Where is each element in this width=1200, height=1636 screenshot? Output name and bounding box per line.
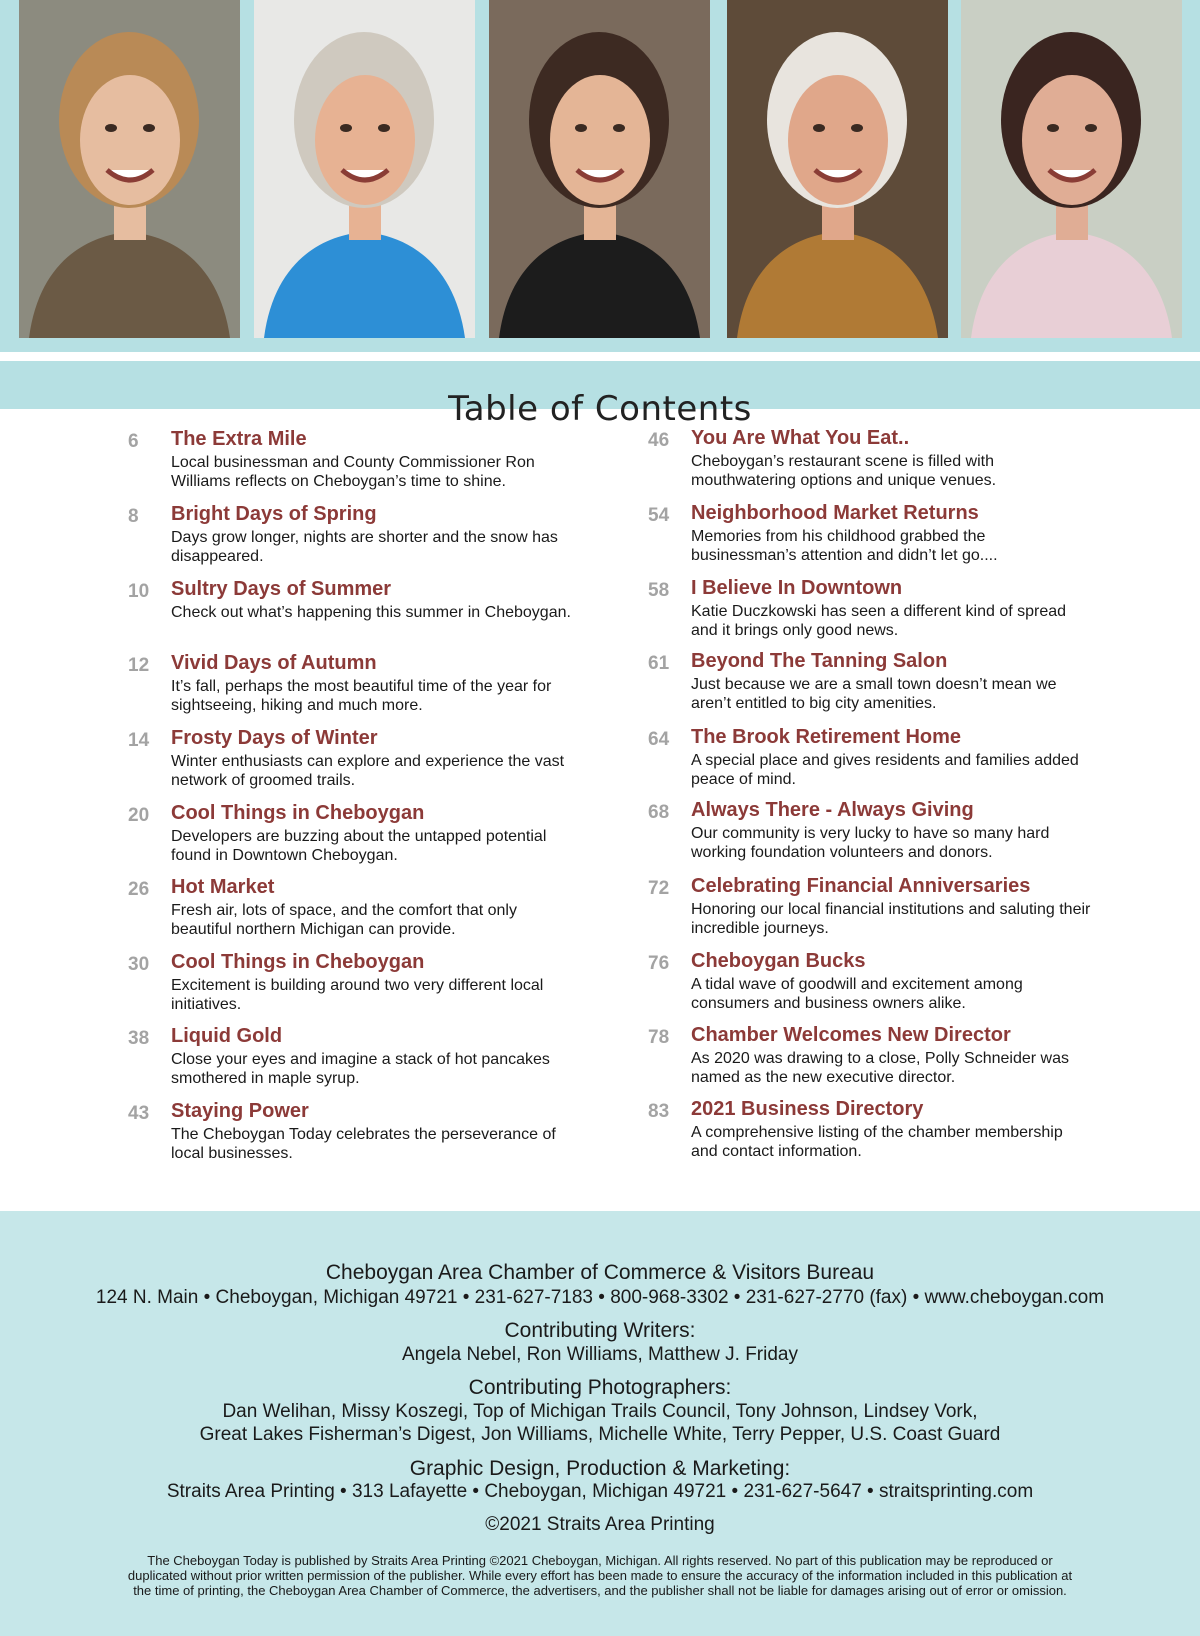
article-description: Check out what’s happening this summer in Cheboygan. xyxy=(171,604,571,621)
article-description: It’s fall, perhaps the most beautiful time of the year for sightseeing, hiking and much more. xyxy=(171,678,552,714)
article-title: Liquid Gold xyxy=(171,1025,283,1047)
article-title: Bright Days of Spring xyxy=(171,503,377,525)
article-description: Local businessman and County Commissioner Ron Williams reflects on Cheboygan’s time to shine. xyxy=(171,454,535,490)
article-description: Close your eyes and imagine a stack of hot pancakes smothered in maple syrup. xyxy=(171,1051,550,1087)
article-description: A comprehensive listing of the chamber membership and contact information. xyxy=(691,1124,1063,1160)
page-number: 54 xyxy=(648,505,670,526)
article-description: Developers are buzzing about the untapped potential found in Downtown Cheboygan. xyxy=(171,828,547,864)
article-title: The Extra Mile xyxy=(171,428,307,450)
article-title: Cheboygan Bucks xyxy=(691,950,866,972)
article-title: Celebrating Financial Anniversaries xyxy=(691,875,1031,897)
toc-entry[interactable] xyxy=(648,427,1118,497)
page-number: 30 xyxy=(128,954,150,975)
toc-entry[interactable] xyxy=(648,1024,1118,1094)
page-number: 20 xyxy=(128,805,150,826)
page-number: 58 xyxy=(648,580,670,601)
article-title: Vivid Days of Autumn xyxy=(171,652,377,674)
disclaimer: duplicated without prior written permission of the publisher. While every effort has been made to ensure the accuracy of the information included in this publication at xyxy=(127,1568,1073,1583)
toc-entry[interactable] xyxy=(648,1098,1118,1168)
photo-strip xyxy=(0,0,1200,352)
page-number: 14 xyxy=(128,730,150,751)
article-title: Hot Market xyxy=(171,876,275,898)
portrait-woman-blonde-photo xyxy=(19,0,240,338)
article-title: Always There - Always Giving xyxy=(691,799,974,821)
article-title: 2021 Business Directory xyxy=(691,1098,924,1120)
toc-entry[interactable] xyxy=(648,950,1118,1020)
toc-entry[interactable] xyxy=(648,502,1118,572)
article-description: Katie Duczkowski has seen a different kind of spread and it brings only good news. xyxy=(691,603,1067,639)
photographers-list: Great Lakes Fisherman’s Digest, Jon Williams, Michelle White, Terry Pepper, U.S. Coast Guard xyxy=(199,1424,1001,1445)
page-number: 68 xyxy=(648,802,670,823)
photographers-list: Dan Welihan, Missy Koszegi, Top of Michigan Trails Council, Tony Johnson, Lindsey Vork, xyxy=(222,1401,978,1422)
org-name: Cheboygan Area Chamber of Commerce & Visitors Bureau xyxy=(325,1261,875,1284)
article-title: Cool Things in Cheboygan xyxy=(171,802,425,824)
toc-entry[interactable] xyxy=(128,802,598,872)
portrait-photo-3 xyxy=(489,0,710,338)
page-number: 78 xyxy=(648,1027,670,1048)
toc-entry[interactable] xyxy=(128,1025,598,1095)
page-number: 72 xyxy=(648,878,670,899)
article-title: I Believe In Downtown xyxy=(691,577,903,599)
toc-entry[interactable] xyxy=(648,726,1118,796)
article-title: Beyond The Tanning Salon xyxy=(691,650,948,672)
copyright: ©2021 Straits Area Printing xyxy=(485,1514,715,1535)
article-title: Chamber Welcomes New Director xyxy=(691,1024,1011,1046)
article-title: Sultry Days of Summer xyxy=(171,578,392,600)
article-description: As 2020 was drawing to a close, Polly Schneider was named as the new executive director. xyxy=(691,1050,1069,1086)
article-title: Neighborhood Market Returns xyxy=(691,502,979,524)
page-number: 38 xyxy=(128,1028,150,1049)
toc-entry[interactable] xyxy=(128,1100,598,1170)
article-title: Staying Power xyxy=(171,1100,309,1122)
page-number: 26 xyxy=(128,879,150,900)
toc-entry[interactable] xyxy=(128,876,598,946)
portrait-woman-short-hair-photo xyxy=(489,0,710,338)
disclaimer: The Cheboygan Today is published by Straits Area Printing ©2021 Cheboygan, Michigan. All rights reserved. No part of this publication may be reproduced or xyxy=(147,1553,1053,1568)
article-description: Excitement is building around two very different local initiatives. xyxy=(171,977,544,1013)
article-description: A tidal wave of goodwill and excitement among consumers and business owners alike. xyxy=(691,976,1023,1012)
article-description: Honoring our local financial institutions and saluting their incredible journeys. xyxy=(691,901,1091,937)
writers-heading: Contributing Writers: xyxy=(504,1319,696,1342)
portrait-woman-dark-hair-photo xyxy=(961,0,1182,338)
page-number: 46 xyxy=(648,430,670,451)
portrait-photo-2 xyxy=(254,0,475,338)
article-title: The Brook Retirement Home xyxy=(691,726,962,748)
article-description: Cheboygan’s restaurant scene is filled with mouthwatering options and unique venues. xyxy=(691,453,997,489)
disclaimer: the time of printing, the Cheboygan Area Chamber of Commerce, the advertisers, and the publisher shall not be liable for damages arising out of error or omission. xyxy=(133,1583,1067,1598)
toc-entry[interactable] xyxy=(648,799,1118,869)
article-description: A special place and gives residents and families added peace of mind. xyxy=(691,752,1079,788)
article-title: You Are What You Eat.. xyxy=(691,427,910,449)
photographers-heading: Contributing Photographers: xyxy=(468,1376,732,1399)
page-number: 8 xyxy=(128,506,139,527)
article-description: Our community is very lucky to have so many hard working foundation volunteers and donors. xyxy=(691,825,1050,861)
portrait-photo-1 xyxy=(19,0,240,338)
toc-entry[interactable] xyxy=(128,652,598,722)
page-number: 43 xyxy=(128,1103,150,1124)
article-description: Memories from his childhood grabbed the businessman’s attention and didn’t let go.... xyxy=(691,528,998,564)
page-number: 12 xyxy=(128,655,150,676)
article-title: Cool Things in Cheboygan xyxy=(171,951,425,973)
page-title: Table of Contents xyxy=(448,388,752,429)
toc-entry[interactable] xyxy=(648,875,1118,945)
credits-footer xyxy=(0,1211,1200,1636)
page-number: 76 xyxy=(648,953,670,974)
page-number: 64 xyxy=(648,729,670,750)
page-number: 10 xyxy=(128,581,150,602)
toc-entry[interactable] xyxy=(648,650,1118,720)
page-number: 61 xyxy=(648,653,670,674)
design-heading: Graphic Design, Production & Marketing: xyxy=(409,1457,791,1480)
portrait-photo-4 xyxy=(727,0,948,338)
portrait-man-glasses-photo xyxy=(254,0,475,338)
article-description: Winter enthusiasts can explore and experience the vast network of groomed trails. xyxy=(171,753,565,789)
article-title: Frosty Days of Winter xyxy=(171,727,378,749)
toc-entry[interactable] xyxy=(648,577,1118,647)
page-number: 83 xyxy=(648,1101,670,1122)
article-description: Just because we are a small town doesn’t mean we aren’t entitled to big city amenities. xyxy=(691,676,1057,712)
divider xyxy=(0,352,1200,361)
article-description: Days grow longer, nights are shorter and the snow has disappeared. xyxy=(171,529,558,565)
org-address: 124 N. Main • Cheboygan, Michigan 49721 • 231-627-7183 • 800-968-3302 • 231-627-2770 (fax) • www.cheboygan.com xyxy=(95,1287,1105,1308)
toc-entry[interactable] xyxy=(128,951,598,1021)
article-description: Fresh air, lots of space, and the comfort that only beautiful northern Michigan can provide. xyxy=(171,902,517,938)
page-number: 6 xyxy=(128,431,139,452)
writers-list: Angela Nebel, Ron Williams, Matthew J. Friday xyxy=(402,1344,798,1365)
toc-entry[interactable] xyxy=(128,503,598,573)
toc-entry[interactable] xyxy=(128,428,598,498)
design-credits: Straits Area Printing • 313 Lafayette • Cheboygan, Michigan 49721 • 231-627-5647 • straitsprinting.com xyxy=(166,1481,1034,1502)
article-description: The Cheboygan Today celebrates the perseverance of local businesses. xyxy=(171,1126,556,1162)
toc-entry[interactable] xyxy=(128,578,598,648)
portrait-photo-5 xyxy=(961,0,1182,338)
portrait-man-cap-photo xyxy=(727,0,948,338)
toc-entry[interactable] xyxy=(128,727,598,797)
